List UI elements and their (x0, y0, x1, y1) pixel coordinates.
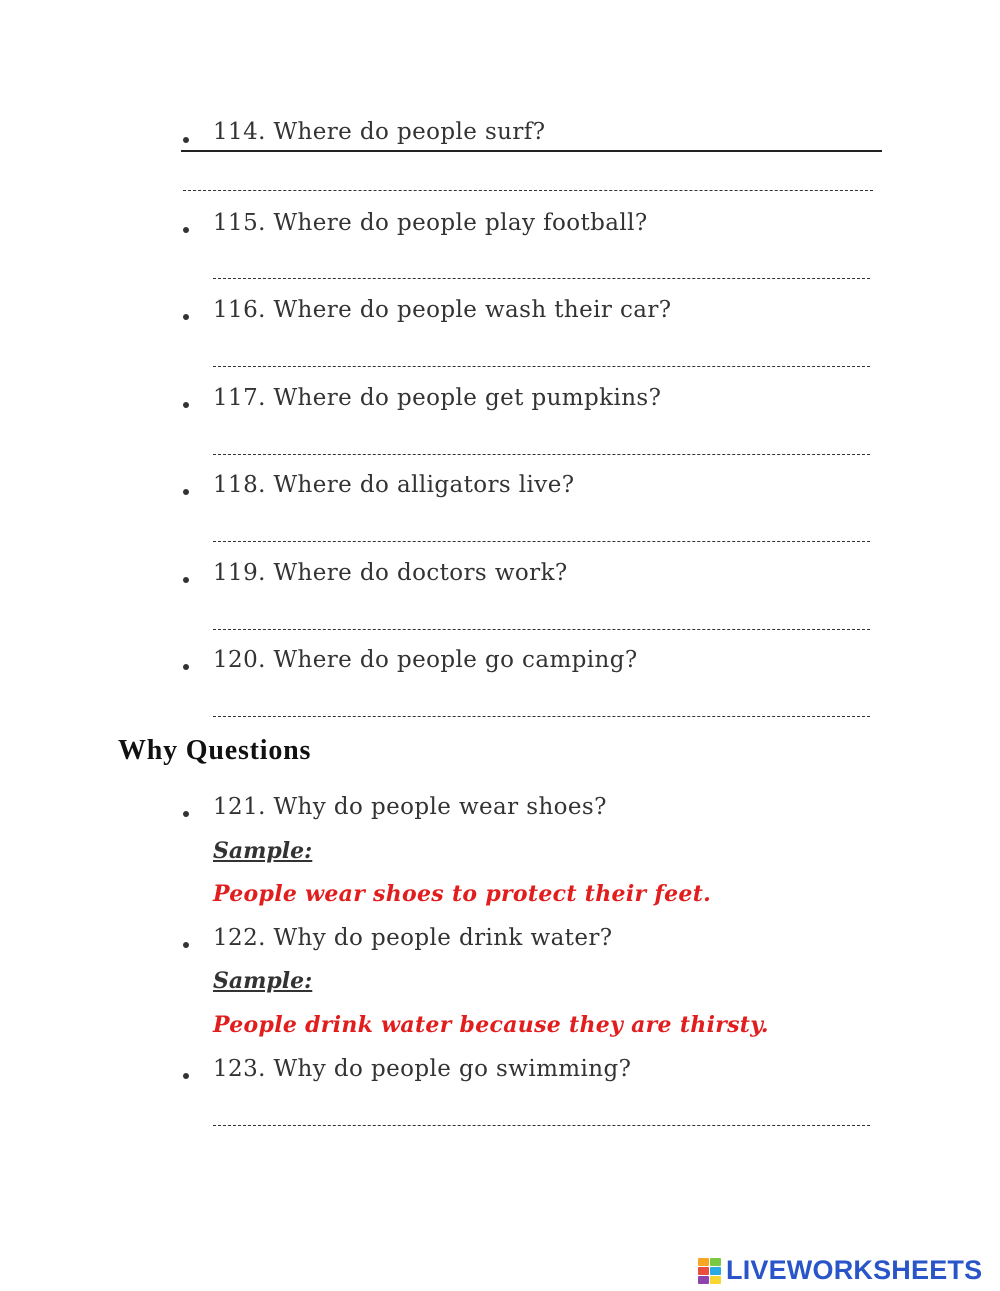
bullet-icon (183, 942, 189, 948)
answer-line-115[interactable] (213, 278, 870, 279)
sample-label-122: Sample: (213, 968, 313, 994)
bullet-icon (183, 811, 189, 817)
answer-line-123[interactable] (213, 1125, 870, 1126)
question-114: 114. Where do people surf? (213, 119, 546, 145)
bullet-icon (183, 314, 189, 320)
answer-line-114[interactable] (183, 190, 873, 191)
bullet-icon (183, 489, 189, 495)
sample-label-121: Sample: (213, 838, 313, 864)
liveworksheets-logo (698, 1254, 982, 1286)
sample-answer-121: People wear shoes to protect their feet. (213, 881, 712, 907)
logo-text: LIVEWORKSHEETS (726, 1254, 983, 1285)
bullet-icon (183, 137, 189, 143)
bullet-icon (183, 402, 189, 408)
question-123: 123. Why do people go swimming? (213, 1056, 632, 1082)
question-116: 116. Where do people wash their car? (213, 297, 672, 323)
answer-line-116[interactable] (213, 366, 870, 367)
sample-answer-122: People drink water because they are thirsty. (213, 1012, 769, 1038)
question-122: 122. Why do people drink water? (213, 925, 613, 951)
answer-line-120[interactable] (213, 716, 870, 717)
answer-line-119[interactable] (213, 629, 870, 630)
liveworksheets-blocks-icon (698, 1257, 722, 1283)
answer-line-117[interactable] (213, 454, 870, 455)
question-117: 117. Where do people get pumpkins? (213, 385, 662, 411)
bullet-icon (183, 227, 189, 233)
question-114-underline (181, 150, 882, 152)
question-118: 118. Where do alligators live? (213, 472, 575, 498)
answer-line-118[interactable] (213, 541, 870, 542)
section-title-why-questions: Why Questions (118, 735, 312, 766)
question-121: 121. Why do people wear shoes? (213, 794, 607, 820)
question-115: 115. Where do people play football? (213, 210, 648, 236)
bullet-icon (183, 664, 189, 670)
question-119: 119. Where do doctors work? (213, 560, 568, 586)
bullet-icon (183, 577, 189, 583)
bullet-icon (183, 1073, 189, 1079)
question-120: 120. Where do people go camping? (213, 647, 638, 673)
